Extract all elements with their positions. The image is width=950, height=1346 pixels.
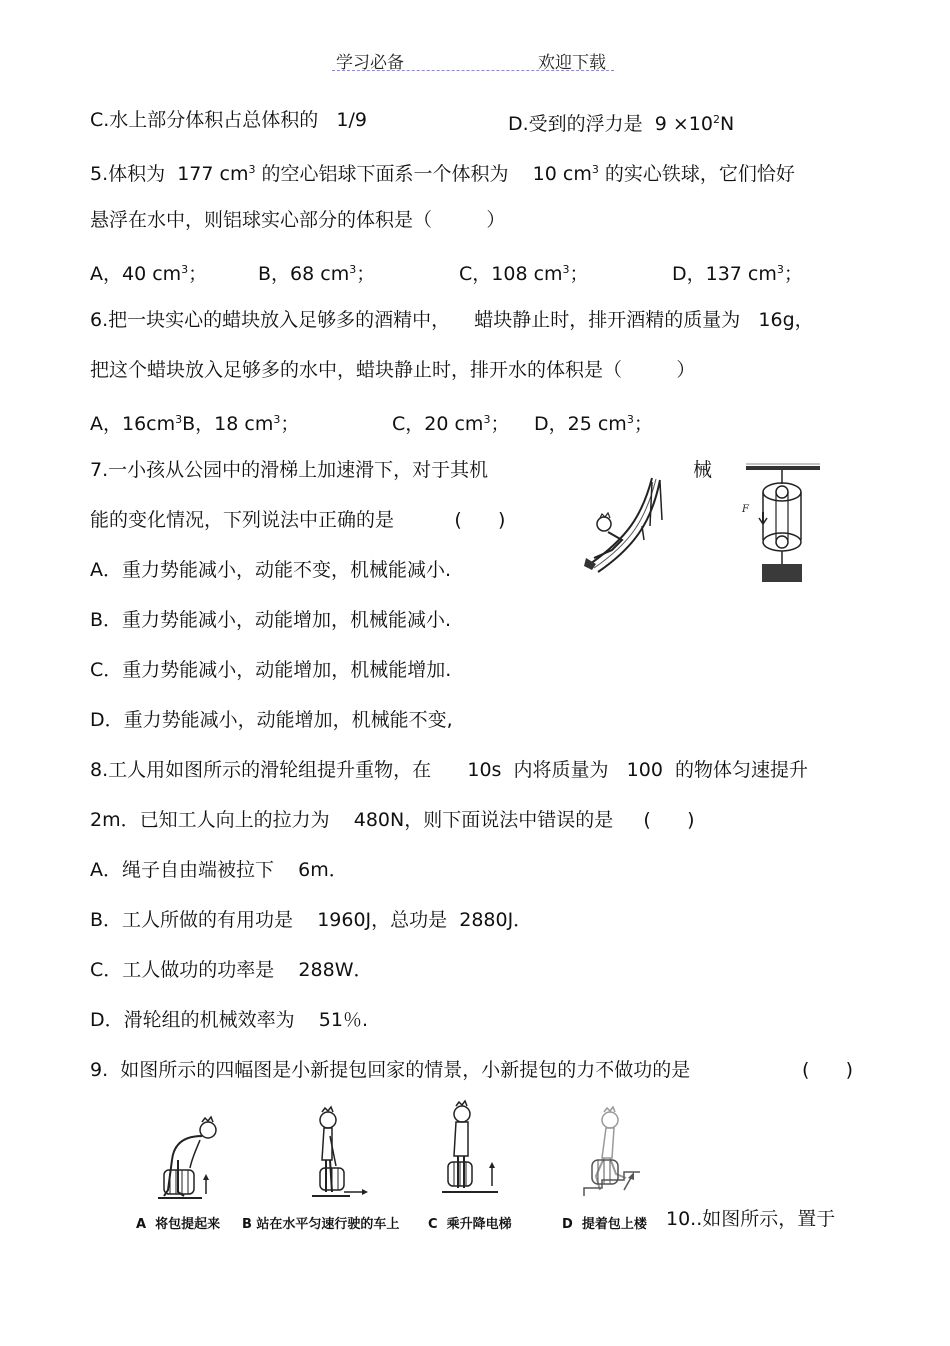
figure-c-elevator [440, 1100, 510, 1200]
q7-option-a: A．重力势能减小，动能不变，机械能减小. [90, 559, 452, 581]
header-left: 学习必备 [336, 53, 404, 73]
header-right: 欢迎下载 [538, 53, 606, 73]
q8-option-c: C．工人做功的功率是 288W． [90, 959, 373, 981]
slide-figure [582, 476, 668, 576]
q8-option-b: B．工人所做的有用功是 1960J，总功是 2880J． [90, 909, 533, 931]
caption-c: C 乘升降电梯 [428, 1217, 512, 1232]
figure-d-stairs [580, 1104, 650, 1204]
q6-options-ab: A，$16cm^3B$，18 $cm^3$； [90, 413, 300, 435]
q9-answer-paren: ( ) [802, 1059, 854, 1081]
q8-option-a: A．绳子自由端被拉下 6m． [90, 859, 348, 881]
q4-option-c: C.水上部分体积占总体积的 1/9 [90, 109, 368, 131]
figure-a-lifting-bag [156, 1110, 226, 1206]
q6-option-c: C，20 $cm^3$； [392, 413, 510, 435]
q5-stem-line2: 悬浮在水中，则铝球实心部分的体积是（ ） [90, 209, 506, 231]
q5-option-a: A，40 $cm^3$； [90, 263, 208, 285]
q10-stem-start: 10..如图所示，置于 [666, 1208, 836, 1230]
q7-stem-line1: 7.一小孩从公园中的滑梯上加速滑下，对于其机 [90, 459, 489, 481]
q5-option-c: C，108 $cm^3$； [459, 263, 589, 285]
q6-stem-line2: 把这个蜡块放入足够多的水中，蜡块静止时，排开水的体积是（ ） [90, 359, 696, 381]
q6-stem-line1: 6.把一块实心的蜡块放入足够多的酒精中， 蜡块静止时，排开酒精的质量为 16g， [90, 309, 814, 331]
q7-stem-line2: 能的变化情况，下列说法中正确的是 ( ) [90, 509, 506, 531]
q7-option-b: B．重力势能减小，动能增加，机械能减小. [90, 609, 452, 631]
q8-stem-line1: 8.工人用如图所示的滑轮组提升重物，在 10s 内将质量为 100 的物体匀速提升 [90, 759, 808, 781]
caption-b: B 站在水平匀速行驶的车上 [242, 1217, 400, 1232]
pulley-figure [740, 462, 824, 586]
q5-stem-line1: 5.体积为 177 $cm^3$ 的空心铝球下面系一个体积为 10 $cm^3$ 的实心铁球，它们恰好 [90, 163, 795, 185]
q7-option-c: C．重力势能减小，动能增加，机械能增加. [90, 659, 452, 681]
q7-option-d: D．重力势能减小，动能增加，机械能不变, [90, 709, 453, 731]
figure-b-on-vehicle [306, 1106, 376, 1206]
q7-stem-line1-end: 械 [693, 459, 713, 481]
q9-stem: 9. 如图所示的四幅图是小新提包回家的情景，小新提包的力不做功的是 [90, 1059, 691, 1081]
pulley-force-label: F [742, 504, 749, 515]
caption-d: D 提着包上楼 [562, 1217, 647, 1232]
q5-option-b: B，68 $cm^3$； [258, 263, 376, 285]
q8-option-d: D．滑轮组的机械效率为 51％. [90, 1009, 369, 1031]
q6-option-d: D，25 $cm^3$； [534, 413, 653, 435]
caption-a: A 将包提起来 [136, 1217, 221, 1232]
q8-stem-line2: 2m．已知工人向上的拉力为 480N，则下面说法中错误的是 ( ) [90, 809, 695, 831]
q5-option-d: D，137 $cm^3$； [672, 263, 803, 285]
header-divider [332, 70, 614, 71]
q4-option-d: D.受到的浮力是 $9 \times 10^2N$ [508, 113, 735, 135]
